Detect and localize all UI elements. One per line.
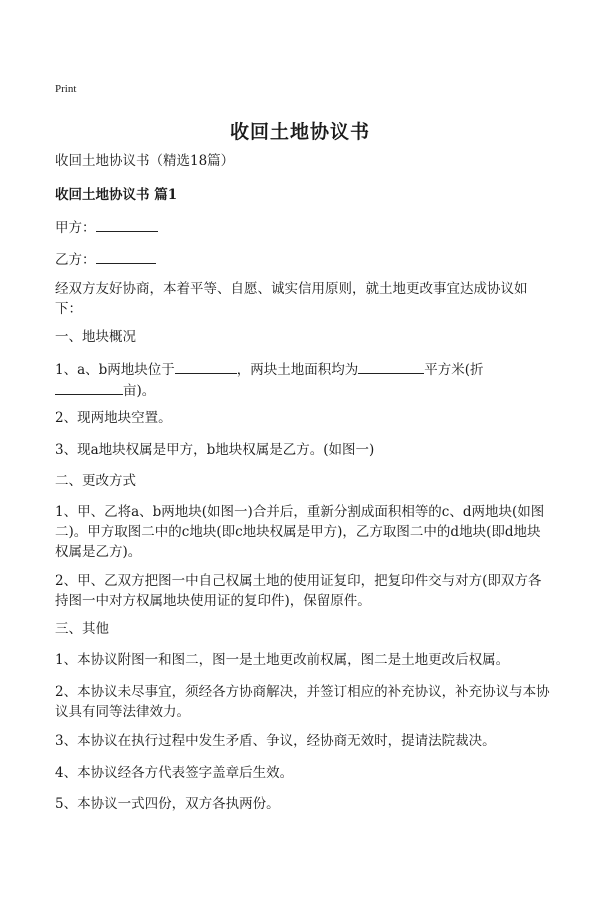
location-text-4: 亩)。 — [123, 383, 156, 399]
heading-land-overview: 一、地块概况 — [55, 329, 136, 345]
area-blank — [358, 359, 424, 374]
paragraph-vacant: 2、现两地块空置。 — [55, 410, 172, 426]
paragraph-merge-split: 1、甲、乙将a、b两地块(如图一)合并后，重新分割成面积相等的c、d两地块(如图二)。甲方取图二中的c地块(即c地块权属是甲方)，乙方取图二中的d地块(即d地块权属是乙方)。 — [55, 504, 545, 560]
party-b-blank — [96, 249, 156, 264]
print-label[interactable]: Print — [55, 83, 77, 95]
document-subtitle: 收回土地协议书（精选18篇） — [55, 153, 235, 169]
document-title: 收回土地协议书 — [229, 121, 370, 143]
heading-change-method: 二、更改方式 — [55, 473, 136, 489]
paragraph-certificate-copy: 2、甲、乙双方把图一中自己权属土地的使用证复印，把复印件交与对方(即双方各持图一中对方权属地块使用证的复印件)，保留原件。 — [55, 573, 542, 609]
party-a-label: 甲方： — [55, 220, 96, 236]
paragraph-ownership: 3、现a地块权属是甲方，b地块权属是乙方。(如图一) — [55, 442, 375, 458]
paragraph-attachments: 1、本协议附图一和图二，图一是土地更改前权属，图二是土地更改后权属。 — [55, 652, 510, 668]
heading-other: 三、其他 — [55, 621, 109, 637]
party-b-label: 乙方： — [55, 252, 96, 268]
location-text-1: 1、a、b两地块位于 — [55, 362, 175, 378]
paragraph-dispute: 3、本协议在执行过程中发生矛盾、争议，经协商无效时，提请法院裁决。 — [55, 733, 496, 749]
paragraph-location — [55, 359, 550, 401]
section-heading: 收回土地协议书 篇1 — [55, 187, 178, 203]
paragraph-copies: 5、本协议一式四份，双方各执两份。 — [55, 796, 280, 812]
location-text-2: ，两块土地面积均为 — [236, 362, 359, 378]
party-a-line — [55, 217, 550, 238]
paragraph-supplementary: 2、本协议未尽事宜，须经各方协商解决，并签订相应的补充协议，补充协议与本协议具有同等法律效力。 — [55, 684, 550, 720]
party-b-line — [55, 249, 550, 270]
mu-blank — [55, 380, 123, 395]
intro-paragraph: 经双方友好协商，本着平等、自愿、诚实信用原则，就土地更改事宜达成协议如下： — [55, 281, 528, 317]
location-blank — [175, 359, 237, 374]
location-text-3: 平方米(折 — [424, 362, 484, 378]
party-a-blank — [96, 217, 158, 232]
paragraph-effective: 4、本协议经各方代表签字盖章后生效。 — [55, 765, 294, 781]
